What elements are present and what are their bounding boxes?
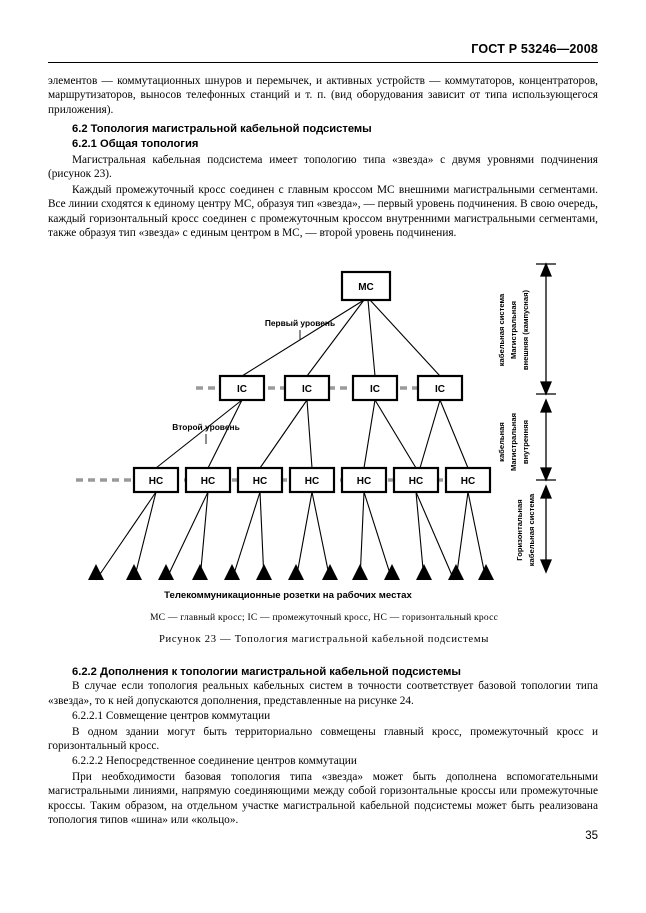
side-label-external-3: кабельная система <box>497 293 506 367</box>
side-label-external-1: Магистральная <box>509 300 518 360</box>
node-hc-2-label: HC <box>200 476 216 487</box>
node-hc-7-label: HC <box>460 476 476 487</box>
side-label-internal-3: кабельная <box>497 422 506 462</box>
figure-legend: MC — главный кросс; IC — промежуточный кросс, HC — горизонтальный кросс <box>149 612 499 623</box>
node-mc-label: MC <box>358 282 374 293</box>
level1-label: Первый уровень <box>264 318 336 328</box>
topology-diagram <box>48 248 600 648</box>
paragraph-direct-connection: При необходимости базовая топология типа «звезда» может быть дополнена вспомогательными магистральными линиями, напрямую соединяющими между собой горизонтальные кроссы или промежуточные кроссы. Таким образом, на отдельном участке магистральной кабельной подсистемы может быть реализована топология типов «шина» или «кольцо». <box>48 770 598 827</box>
paragraph-levels: Каждый промежуточный кросс соединен с главным кроссом МС внешними магистральными сегментами. Все линии сходятся к единому центру МС, образуя тип «звезда», — первый уровень подчинения. В свою очередь, каждый горизонтальный кросс соединен с промежуточным кроссом внутренними магистральными сегментами, также образуя тип «звезда» с единым центром в МС, — второй уровень подчинения. <box>48 183 598 240</box>
node-hc-1-label: HC <box>148 476 164 487</box>
heading-6-2-2-2: 6.2.2.2 Непосредственное соединение центров коммутации <box>72 755 357 768</box>
figure-23-topology <box>48 248 600 648</box>
side-label-external-2: внешняя (кампусная) <box>521 289 530 371</box>
node-ic-2-label: IC <box>302 384 312 395</box>
node-hc-3-label: HC <box>252 476 268 487</box>
header-divider <box>48 62 598 63</box>
heading-6-2-2-1: 6.2.2.1 Совмещение центров коммутации <box>72 710 271 723</box>
node-hc-5-label: HC <box>356 476 372 487</box>
node-hc-4-label: HC <box>304 476 320 487</box>
heading-6-2-2: 6.2.2 Дополнения к топологии магистральной кабельной подсистемы <box>72 666 461 678</box>
heading-6-2: 6.2 Топология магистральной кабельной подсистемы <box>72 123 372 136</box>
workstation-outlets <box>88 564 494 580</box>
paragraph-colocation: В одном здании могут быть территориально совмещены главный кросс, промежуточный кросс и горизонтальный кросс. <box>48 725 598 753</box>
node-hc-6-label: HC <box>408 476 424 487</box>
side-label-internal-2: внутренняя <box>521 419 530 465</box>
side-label-horizontal-2: кабельная система <box>527 493 536 567</box>
outlets-caption: Телекоммуникационные розетки на рабочих местах <box>164 590 412 601</box>
page-body-top <box>48 74 598 241</box>
page-body-bottom <box>48 660 598 828</box>
side-label-horizontal-1: Горизонтальная <box>515 499 524 561</box>
paragraph-continuation: элементов — коммутационных шнуров и перемычек, и активных устройств — коммутаторов, концентраторов, маршрутизаторов, выносов телефонных станций и т. п. (вид оборудования зависит от типа использующегося приложения). <box>48 75 598 116</box>
page-number: 35 <box>585 830 598 842</box>
node-ic-4-label: IC <box>435 384 445 395</box>
side-label-internal-1: Магистральная <box>509 412 518 472</box>
paragraph-general-topology: Магистральная кабельная подсистема имеет топологию типа «звезда» с двумя уровнями подчинения (рисунок 23). <box>48 154 598 181</box>
node-ic-1-label: IC <box>237 384 247 395</box>
level2-label: Второй уровень <box>172 422 240 432</box>
figure-caption: Рисунок 23 — Топология магистральной кабельной подсистемы <box>158 634 490 645</box>
paragraph-additions: В случае если топология реальных кабельных систем в точности соответствует базовой топологии типа «звезда», то к ней допускаются дополнения, представленные на рисунке 24. <box>48 680 598 707</box>
page-header-standard: ГОСТ Р 53246—2008 <box>471 42 598 56</box>
heading-6-2-1: 6.2.1 Общая топология <box>72 137 199 150</box>
node-ic-3-label: IC <box>370 384 380 395</box>
